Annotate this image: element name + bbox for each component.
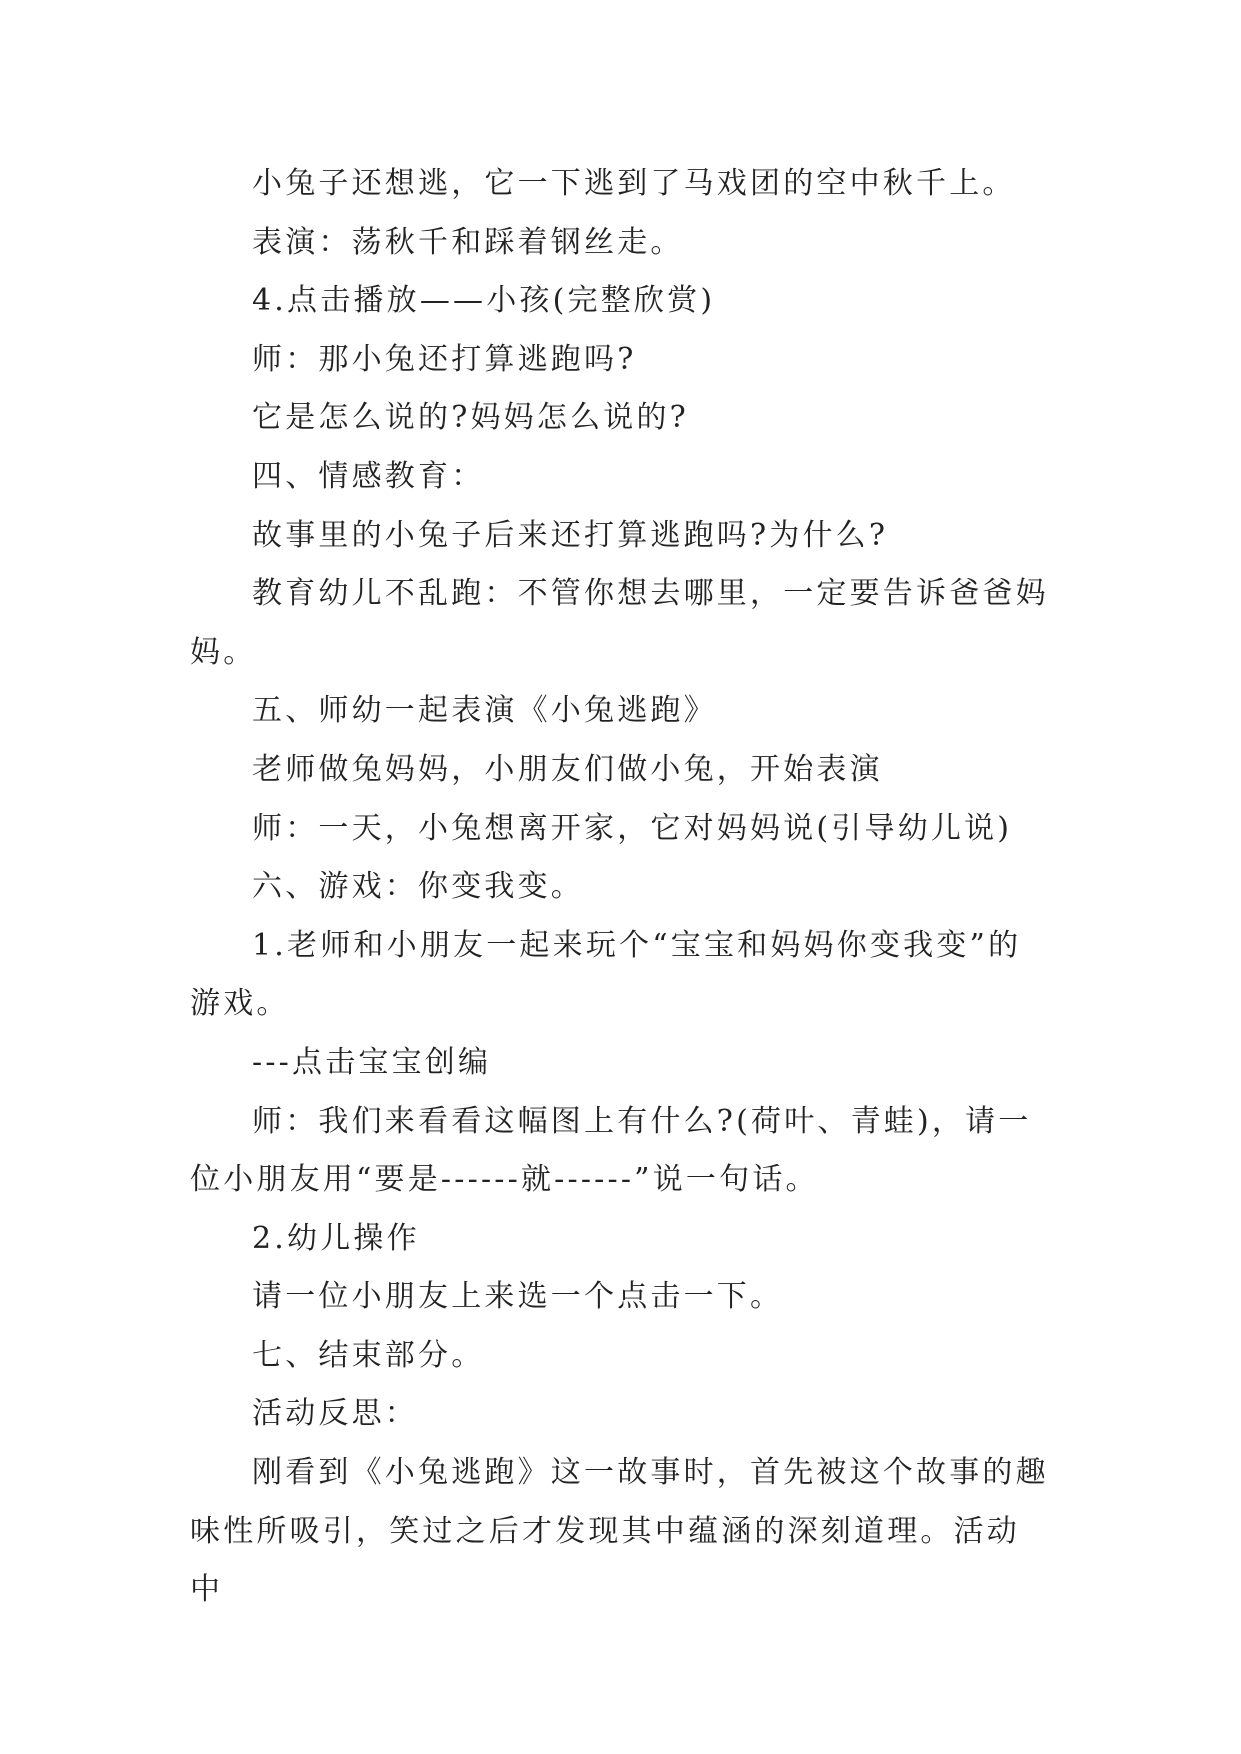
paragraph: 师：一天，小兔想离开家，它对妈妈说(引导幼儿说) (252, 810, 1013, 846)
section-heading: 四、情感教育： (252, 458, 485, 494)
paragraph: 它是怎么说的?妈妈怎么说的? (252, 400, 689, 436)
section-heading: 六、游戏：你变我变。 (252, 869, 584, 905)
paragraph: 师：那小兔还打算逃跑吗? (252, 341, 637, 377)
paragraph: 表演：荡秋千和踩着钢丝走。 (252, 224, 684, 260)
paragraph: ---点击宝宝创编 (252, 1044, 492, 1080)
paragraph: 请一位小朋友上来选一个点击一下。 (252, 1279, 784, 1315)
paragraph: 1.老师和小朋友一起来玩个“宝宝和妈妈你变我变”的游戏。 (190, 927, 1022, 1022)
paragraph: 教育幼儿不乱跑：不管你想去哪里，一定要告诉爸爸妈妈。 (190, 576, 1049, 670)
document-body (190, 155, 1050, 1620)
paragraph: 小兔子还想逃，它一下逃到了马戏团的空中秋千上。 (252, 166, 1016, 201)
paragraph: 老师做兔妈妈，小朋友们做小兔，开始表演 (252, 751, 883, 787)
paragraph: 4.点击播放——小孩(完整欣赏) (252, 283, 716, 319)
section-heading: 活动反思： (252, 1396, 418, 1432)
paragraph: 2.幼儿操作 (252, 1220, 420, 1256)
section-heading: 五、师幼一起表演《小兔逃跑》 (252, 693, 717, 729)
paragraph: 故事里的小兔子后来还打算逃跑吗?为什么? (252, 517, 889, 553)
paragraph: 刚看到《小兔逃跑》这一故事时，首先被这个故事的趣味性所吸引，笑过之后才发现其中蕴涵的深刻道理。活动中 (190, 1455, 1049, 1608)
section-heading: 七、结束部分。 (252, 1337, 485, 1373)
paragraph: 师：我们来看看这幅图上有什么?(荷叶、青蛙)，请一位小朋友用“要是------就------”说一句话。 (190, 1103, 1032, 1198)
